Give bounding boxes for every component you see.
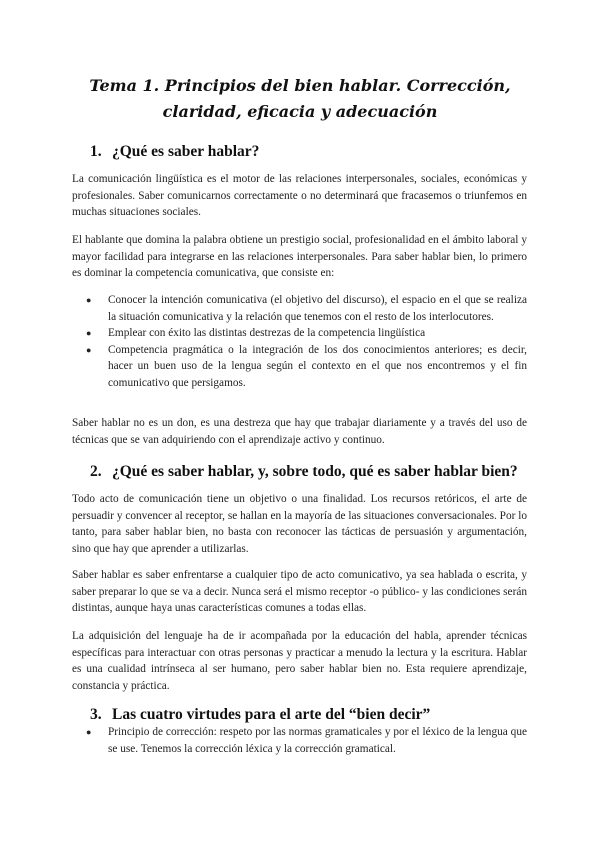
section-title: ¿Qué es saber hablar?	[112, 143, 260, 160]
bullet-icon: ●	[86, 727, 92, 737]
list-item	[72, 292, 527, 325]
paragraph: El hablante que domina la palabra obtiene un prestigio social, profesionalidad en el ámbito laboral y mayor facilidad para integrarse en las relaciones interpersonales. Para saber hablar bien, lo primero es dominar la competencia comunicativa, que consiste en:	[72, 234, 527, 279]
bullet-list	[72, 724, 527, 757]
list-item	[72, 724, 527, 757]
section-number: 1.	[90, 143, 102, 160]
list-item-text: Conocer la intención comunicativa (el objetivo del discurso), el espacio en el que se realiza la situación comunicativa y la relación que tenemos con el resto de los interlocutores.	[108, 294, 527, 323]
section-3-heading	[90, 705, 430, 725]
section-2-heading	[90, 462, 518, 482]
bullet-list	[72, 292, 527, 391]
section-number: 3.	[90, 706, 102, 723]
list-item-text: Competencia pragmática o la integración de los dos conocimientos anteriores; es decir, hacer un buen uso de la lengua según el contexto en el que nos encontremos y el fin comunicativo que persigamos.	[108, 343, 527, 389]
page-title: Tema 1. Principios del bien hablar. Corrección, claridad, eficacia y adecuación	[89, 76, 511, 121]
bullet-icon: ●	[86, 344, 92, 355]
bullet-icon: ●	[86, 295, 92, 305]
paragraph: Saber hablar es saber enfrentarse a cualquier tipo de acto comunicativo, ya sea hablada o escrita, y saber preparar lo que se va a decir. Nunca será el mismo receptor -o público- y las condiciones serán distintas, aunque haya unas características comunes a todas ellas.	[72, 569, 527, 614]
list-item-text: Principio de corrección: respeto por las normas gramaticales y por el léxico de la lengua que se use. Tenemos la corrección léxica y la corrección gramatical.	[108, 726, 527, 755]
list-item	[72, 342, 527, 392]
paragraph: La comunicación lingüística es el motor de las relaciones interpersonales, sociales, económicas y profesionales. Saber comunicarnos correctamente o no determinará que fracasemos o triunfemos en muchas situaciones sociales.	[72, 173, 527, 218]
paragraph: Saber hablar no es un don, es una destreza que hay que trabajar diariamente y a través del uso de técnicas que se van adquiriendo con el aprendizaje activo y continuo.	[72, 417, 527, 446]
bullet-icon: ●	[86, 328, 92, 338]
section-title: ¿Qué es saber hablar, y, sobre todo, qué es saber hablar bien?	[112, 463, 518, 480]
section-title: Las cuatro virtudes para el arte del “bien decir”	[112, 706, 431, 723]
section-number: 2.	[90, 463, 102, 480]
paragraph: La adquisición del lenguaje ha de ir acompañada por la educación del habla, aprender técnicas específicas para interactuar con otras personas y practicar a menudo la lectura y la escritura. Hablar es una cualidad intrínseca al ser humano, pero saber hablar bien no. Esta requiere aprendizaje, constancia y práctica.	[72, 630, 527, 692]
list-item-text: Emplear con éxito las distintas destrezas de la competencia lingüística	[108, 327, 426, 339]
list-item	[72, 325, 527, 342]
section-1-heading	[90, 142, 259, 162]
paragraph: Todo acto de comunicación tiene un objetivo o una finalidad. Los recursos retóricos, el arte de persuadir y convencer al receptor, se hallan en la mayoría de las situaciones conversacionales. Por lo tanto, para saber hablar bien, no basta con reconocer las tácticas de persuasión y argumentación, sino que hay que aprender a utilizarlas.	[72, 493, 527, 555]
